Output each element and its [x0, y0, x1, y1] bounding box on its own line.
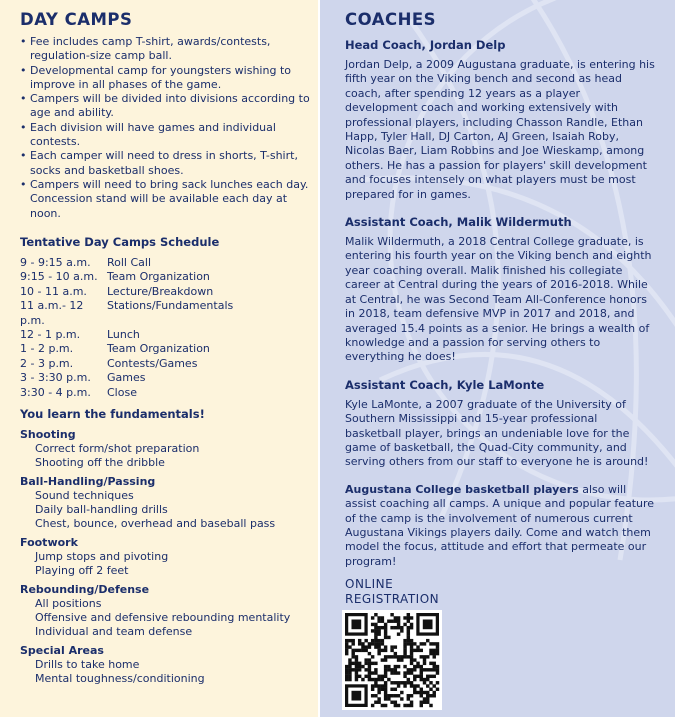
schedule-activity: Close — [107, 385, 137, 399]
day-camps-bullet: • Campers will need to bring sack lunches each day. Concession stand will be available each day at noon. — [20, 178, 312, 221]
coach-title: Assistant Coach, Kyle LaMonte — [345, 377, 545, 392]
coaches-panel — [320, 0, 675, 717]
schedule-activity: Lunch — [107, 328, 140, 342]
players-note — [345, 483, 655, 569]
day-camps-section — [20, 10, 312, 221]
fundamentals-category — [20, 583, 315, 639]
schedule-activity: Games — [107, 371, 146, 385]
schedule-activity: Lecture/Breakdown — [107, 284, 214, 298]
day-camps-bullet-list — [20, 35, 312, 221]
fundamentals-section — [20, 407, 315, 691]
day-camps-panel — [0, 0, 320, 717]
schedule-time: 12 - 1 p.m. — [20, 328, 81, 342]
day-camps-heading: DAY CAMPS — [20, 10, 133, 29]
fundamentals-item: Playing off 2 feet — [35, 564, 129, 577]
fundamentals-category-title: Footwork — [20, 536, 78, 549]
coach-bio: Jordan Delp, a 2009 Augustana graduate, is entering his fifth year on the Viking bench and second as head coach, after spending 12 years as a player development coach and working extensively with professional players, including Chasson Randle, Ethan Happ, Tyler Hall, DJ Carton, AJ Green, Isaiah Roby, Nicolas Baer, Liam Robbins and Joe Wieskamp, among others. He has a passion for players' skill development and focuses intensely on what players must be most prepared for in games. — [345, 58, 655, 201]
schedule-activity: Contests/Games — [107, 356, 198, 370]
fundamentals-item: Daily ball-handling drills — [35, 503, 168, 516]
day-camps-bullet: • Each division will have games and individual contests. — [20, 121, 312, 150]
coach-bio: Malik Wildermuth, a 2018 Central College graduate, is entering his fourth year on the Viking bench and eighth year coaching overall. Malik finished his collegiate career at Central during the years of 2016-2018. While at Central, he was Second Team All-Conference honors in 2018, team defensive MVP in 2017 and 2018, and averaged 15.4 points as a senior. He brings a wealth of knowledge and a passion for serving others to everything he does! — [345, 235, 652, 364]
fundamentals-item: Individual and team defense — [35, 625, 193, 638]
registration-label-line2: REGISTRATION — [345, 592, 440, 606]
fundamentals-item: Offensive and defensive rebounding mentality — [35, 611, 291, 624]
schedule-row — [20, 342, 312, 356]
day-camps-bullet: • Developmental camp for youngsters wishing to improve in all phases of the game. — [20, 64, 312, 93]
schedule-row — [20, 299, 312, 328]
coach-title: Head Coach, Jordan Delp — [345, 38, 506, 52]
coach-list — [345, 38, 655, 470]
qr-code-icon[interactable] — [342, 610, 442, 710]
schedule-row — [20, 371, 312, 385]
schedule-row — [20, 285, 312, 299]
fundamentals-item: Shooting off the dribble — [35, 456, 165, 469]
schedule-section — [20, 235, 312, 400]
coach-entry — [345, 378, 655, 470]
fundamentals-category-title: Rebounding/Defense — [20, 583, 150, 596]
schedule-activity: Team Organization — [107, 270, 210, 284]
fundamentals-item: Chest, bounce, overhead and baseball pass — [35, 517, 276, 530]
coach-title: Assistant Coach, Malik Wildermuth — [345, 215, 572, 230]
day-camps-bullet: • Campers will be divided into divisions according to age and ability. — [20, 92, 312, 121]
registration-section — [345, 577, 495, 607]
fundamentals-category-title: Ball-Handling/Passing — [20, 475, 156, 488]
fundamentals-item: Sound techniques — [35, 489, 134, 502]
coach-bio: Kyle LaMonte, a 2007 graduate of the University of Southern Mississippi and 15-year professional basketball player, brings an undeniable love for the game of basketball, the Quad-City community, and serving others from our staff to everyone he is around! — [345, 397, 649, 469]
day-camps-bullet: • Fee includes camp T-shirt, awards/contests, regulation-size camp ball. — [20, 35, 312, 64]
schedule-row — [20, 270, 312, 284]
schedule-time: 3 - 3:30 p.m. — [20, 371, 91, 385]
schedule-table — [20, 256, 312, 400]
players-note-bold: Augustana College basketball players — [345, 482, 579, 496]
fundamentals-list — [20, 428, 315, 686]
schedule-row — [20, 328, 312, 342]
schedule-activity: Stations/Fundamentals — [107, 299, 234, 313]
fundamentals-category — [20, 536, 315, 578]
schedule-row — [20, 386, 312, 400]
fundamentals-category — [20, 428, 315, 470]
schedule-time: 9:15 - 10 a.m. — [20, 270, 98, 284]
coaches-section — [345, 10, 655, 569]
fundamentals-category — [20, 644, 315, 686]
schedule-time: 2 - 3 p.m. — [20, 356, 74, 370]
coach-entry — [345, 215, 655, 365]
players-note-text: also will assist coaching all camps. A unique and popular feature of the camp is the involvement of numerous current Augustana Vikings players daily. Come and watch them model the focus, attitude and effort that permeate our program! — [345, 482, 655, 568]
schedule-row — [20, 256, 312, 270]
registration-label-line1: ONLINE — [345, 577, 394, 591]
fundamentals-category-title: Shooting — [20, 428, 76, 441]
schedule-time: 11 a.m.- 12 p.m. — [20, 299, 84, 327]
schedule-time: 3:30 - 4 p.m. — [20, 385, 91, 399]
schedule-activity: Team Organization — [107, 342, 210, 356]
fundamentals-item: All positions — [35, 597, 102, 610]
schedule-time: 10 - 11 a.m. — [20, 284, 87, 298]
coach-entry — [345, 38, 655, 202]
schedule-activity: Roll Call — [107, 256, 152, 269]
qr-code-graphic — [342, 610, 442, 710]
schedule-time: 1 - 2 p.m. — [20, 342, 74, 356]
fundamentals-item: Jump stops and pivoting — [35, 550, 169, 563]
fundamentals-item: Correct form/shot preparation — [35, 442, 200, 455]
schedule-heading: Tentative Day Camps Schedule — [20, 235, 220, 249]
schedule-time: 9 - 9:15 a.m. — [20, 256, 91, 269]
day-camps-bullet: • Each camper will need to dress in shorts, T-shirt, socks and basketball shoes. — [20, 149, 312, 178]
coaches-heading: COACHES — [345, 10, 437, 29]
fundamentals-item: Drills to take home — [35, 658, 140, 671]
fundamentals-category — [20, 475, 315, 531]
fundamentals-heading: You learn the fundamentals! — [20, 407, 205, 421]
fundamentals-item: Mental toughness/conditioning — [35, 672, 205, 685]
schedule-row — [20, 357, 312, 371]
fundamentals-category-title: Special Areas — [20, 644, 104, 657]
